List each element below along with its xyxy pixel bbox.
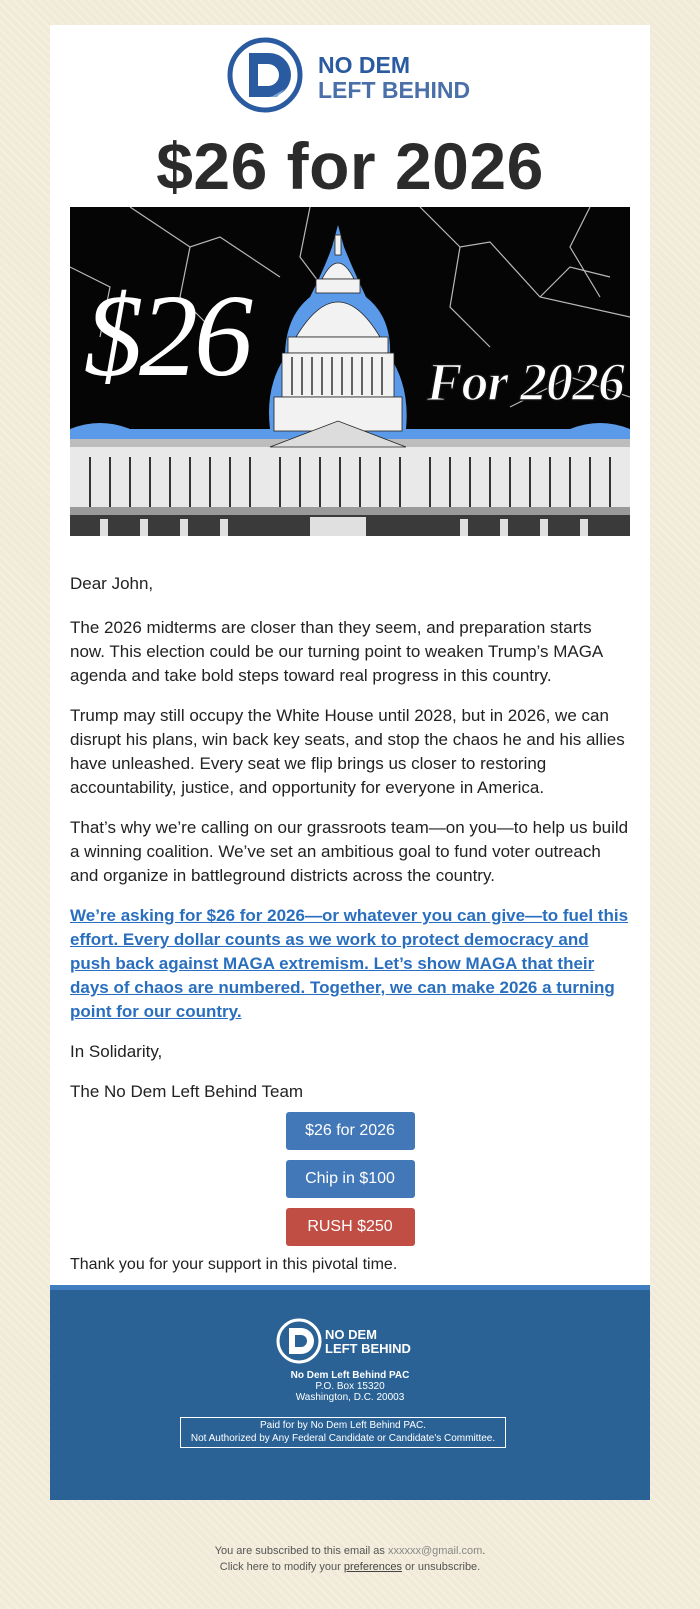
closing: In Solidarity,	[70, 1042, 163, 1061]
cta-paragraph	[70, 904, 630, 1024]
disclaimer-line-2: Not Authorized by Any Federal Candidate or Candidate's Committee.	[190, 1433, 496, 1444]
footer-d-logo-icon	[276, 1318, 322, 1364]
header-logo[interactable]	[50, 25, 650, 125]
hero-amount-text: $26	[84, 270, 249, 401]
subscribed-suffix: .	[482, 1545, 486, 1557]
footer-logo-line-1: NO DEM	[325, 1327, 377, 1342]
po-box: P.O. Box 15320	[315, 1381, 385, 1392]
modify-line	[0, 1559, 700, 1575]
headline: $26 for 2026	[156, 129, 544, 203]
thank-you-text: Thank you for your support in this pivotal time.	[70, 1256, 398, 1273]
unsubscribe-text[interactable]: or unsubscribe.	[401, 1561, 481, 1573]
city-line: Washington, D.C. 20003	[295, 1392, 405, 1403]
paragraph-2: Trump may still occupy the White House until 2028, but in 2026, we can disrupt his plans, win back key seats, and stop the chaos he and his allies have unleashed. Every seat we flip brings us closer to restoring accountability, justice, and opportunity for everyone in America.	[70, 706, 625, 797]
logo-line-1: NO DEM	[318, 52, 410, 78]
footer-address	[50, 1370, 650, 1403]
logo-wordmark	[318, 53, 470, 103]
donation-buttons	[50, 1112, 650, 1246]
donate-250-button[interactable]: RUSH $250	[286, 1208, 415, 1246]
hero-year-text: For 2026	[426, 352, 624, 412]
logo-line-2: LEFT BEHIND	[318, 77, 471, 103]
cta-link[interactable]: We’re asking for $26 for 2026—or whatever you can give—to fuel this effort. Every dollar counts as we work to protect democracy and push back against MAGA extremism. Let’s show MAGA that their days of chaos are numbered. Together, we can make 2026 a turning point for our country.	[70, 906, 629, 1021]
disclaimer-line-1: Paid for by No Dem Left Behind PAC.	[259, 1420, 426, 1431]
modify-prefix: Click here to modify your	[219, 1561, 344, 1573]
paragraph-1: The 2026 midterms are closer than they seem, and preparation starts now. This election could be our turning point to weaken Trump’s MAGA agenda and take bold steps toward real progress in this country.	[70, 618, 603, 685]
subscription-notice	[0, 1543, 700, 1575]
hero-banner[interactable]	[70, 207, 630, 536]
letter-body	[50, 536, 650, 1104]
signature: The No Dem Left Behind Team	[70, 1082, 304, 1101]
d-logo-icon	[227, 37, 303, 113]
subscribed-line	[0, 1543, 700, 1559]
donate-100-button[interactable]: Chip in $100	[286, 1160, 415, 1198]
preferences-link[interactable]: preferences	[343, 1561, 402, 1573]
paragraph-3: That’s why we’re calling on our grassroots team—on you—to help us build a winning coalition. We’ve set an ambitious goal to fund voter outreach and organize in battleground districts across the country.	[70, 818, 629, 885]
paid-for-disclaimer	[180, 1417, 506, 1448]
footer-wordmark	[325, 1328, 411, 1356]
email-card	[50, 25, 650, 1500]
greeting: Dear John,	[70, 574, 154, 593]
subscribed-prefix: You are subscribed to this email as	[214, 1545, 388, 1557]
pac-name: No Dem Left Behind PAC	[290, 1370, 410, 1381]
footer	[50, 1285, 650, 1500]
footer-logo-line-2: LEFT BEHIND	[325, 1341, 411, 1356]
donate-26-button[interactable]: $26 for 2026	[286, 1112, 415, 1150]
subscriber-email: xxxxxx@gmail.com	[387, 1545, 483, 1557]
